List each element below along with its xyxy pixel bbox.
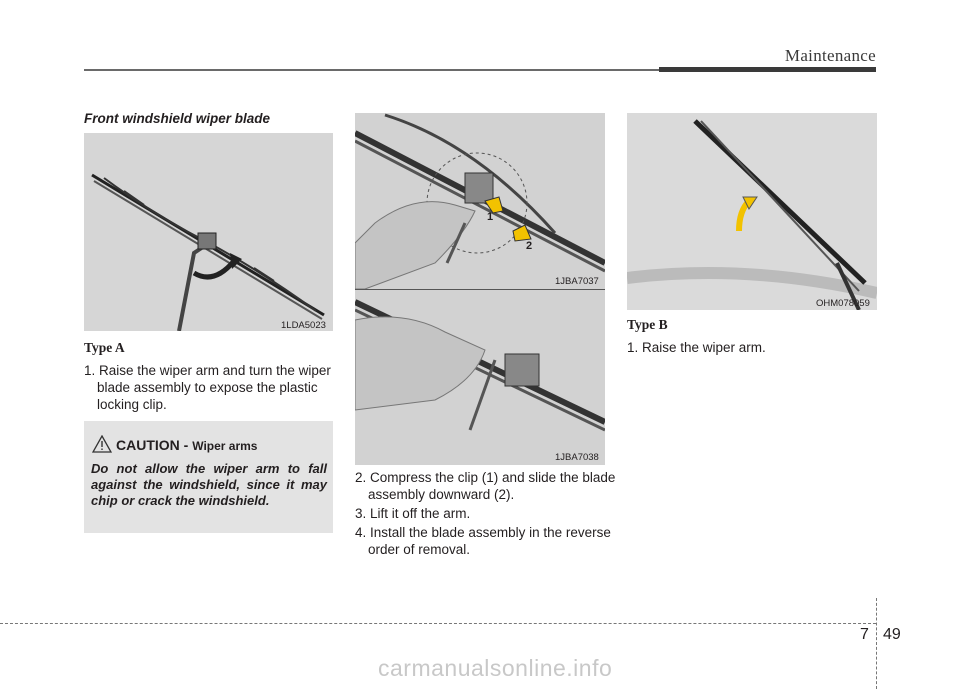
figure-code-label: 1JBA7038	[555, 452, 599, 463]
footer-divider	[0, 623, 876, 624]
figure-type-a-wiper	[84, 133, 333, 331]
type-a-step-1: 1. Raise the wiper arm and turn the wiper blade assembly to expose the plastic locking clip.	[84, 363, 331, 412]
lift-off-illustration	[355, 290, 605, 465]
caution-title-text: CAUTION -	[116, 437, 189, 453]
header-divider-accent	[659, 67, 876, 72]
warning-triangle-icon	[92, 435, 112, 453]
caution-text: Do not allow the wiper arm to fall against the windshield, since it may chip or crack the windshield.	[91, 461, 327, 508]
footer-page-divider	[876, 598, 877, 689]
chapter-number: 7	[860, 626, 869, 643]
step-3: 3. Lift it off the arm.	[355, 506, 471, 521]
figure-type-b-wiper	[627, 113, 877, 310]
figure-clip-compress	[355, 113, 605, 289]
figure-code-label: OHM078059	[816, 298, 870, 309]
figure-lift-off	[355, 289, 605, 465]
type-b-wiper-illustration	[627, 113, 877, 310]
callout-1: 1	[487, 211, 494, 223]
callout-2: 2	[526, 240, 533, 252]
header-divider	[84, 69, 659, 71]
type-b-step-1: 1. Raise the wiper arm.	[627, 340, 766, 355]
type-b-label: Type B	[627, 317, 668, 332]
wiper-blade-illustration	[84, 133, 333, 331]
page-number: 49	[883, 626, 901, 643]
figure-code-label: 1JBA7037	[555, 276, 599, 287]
watermark: carmanualsonline.info	[378, 655, 613, 681]
figure-code-label: 1LDA5023	[281, 320, 326, 331]
step-2: 2. Compress the clip (1) and slide the blade assembly downward (2).	[355, 470, 616, 502]
caution-subtitle: Wiper arms	[192, 439, 258, 453]
caution-title	[116, 437, 257, 453]
clip-compress-illustration	[355, 113, 605, 289]
type-a-label: Type A	[84, 340, 125, 355]
section-heading: Front windshield wiper blade	[84, 111, 271, 126]
section-title: Maintenance	[784, 46, 876, 65]
step-4: 4. Install the blade assembly in the reverse order of removal.	[355, 525, 611, 557]
